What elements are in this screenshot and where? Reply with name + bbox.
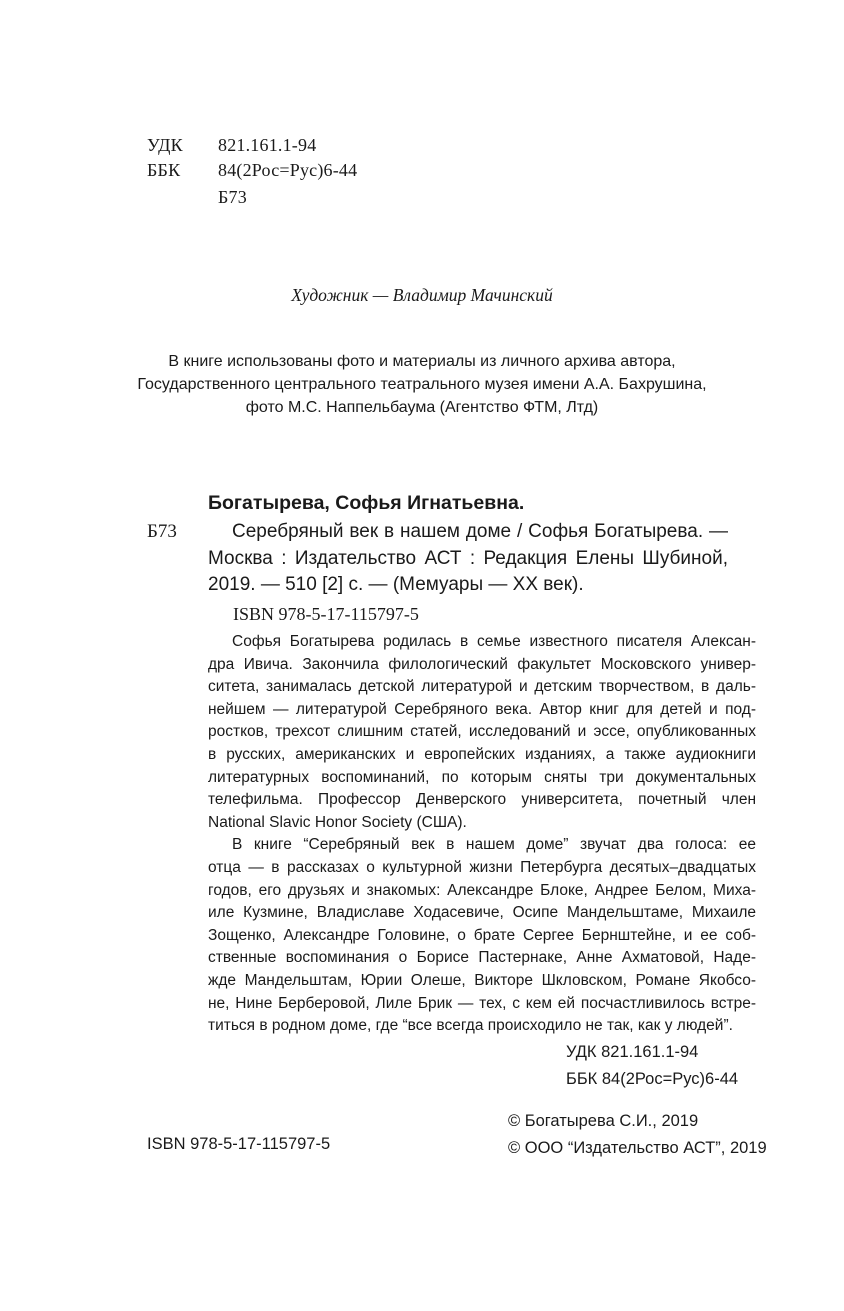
author-mark: Б73 (218, 187, 247, 207)
bottom-udk: УДК 821.161.1-94 (566, 1043, 699, 1061)
bib-line: 2019. — 510 [2] с. — (Мемуары — XX век). (208, 574, 584, 595)
annotation-line: не, Нине Берберовой, Лиле Брик — тех, с кем ей посчастливилось встре- (208, 994, 756, 1012)
annotation-line: нейшем — литературой Серебряного века. Автор книг для детей и под- (208, 700, 756, 718)
author-heading: Богатырева, Софья Игнатьевна. (208, 492, 525, 514)
annotation-line: дра Ивича. Закончила филологический факультет Московского универ- (208, 655, 756, 673)
annotation-line: литературных воспоминаний, по которым сняты три документальных (208, 768, 756, 786)
annotation-line: отца — в рассказах о культурной жизни Петербурга десятых–двадцатых (208, 858, 756, 876)
annotation-line: ственные воспоминания о Борисе Пастернаке, Анне Ахматовой, Наде- (208, 949, 756, 967)
annotation-line: телефильма. Профессор Денверского университета, почетный член (208, 791, 756, 809)
bib-index: Б73 (147, 521, 177, 542)
annotation-line: годов, его друзьях и знакомых: Александре Блоке, Андрее Белом, Миха- (208, 881, 756, 899)
annotation (208, 631, 756, 1038)
udk-line (147, 135, 316, 156)
udk-value: 821.161.1-94 (218, 135, 317, 155)
annotation-line: National Slavic Honor Society (США). (208, 813, 467, 831)
annotation-line: Зощенко, Александре Головине, о брате Сергее Бернштейне, и ее соб- (208, 926, 756, 944)
annotation-line: В книге “Серебряный век в нашем доме” звучат два голоса: ее (232, 836, 756, 854)
bib-description (208, 519, 728, 599)
annotation-line: в русских, американских и европейских изданиях, а также аудиокниги (208, 745, 756, 763)
bottom-codes (566, 1039, 738, 1093)
bib-line: Серебряный век в нашем доме / Софья Богатырева. — (232, 521, 728, 542)
sources-line: фото М.С. Наппельбаума (Агентство ФТМ, Лтд) (245, 399, 599, 416)
annotation-line: жде Мандельштам, Юрии Олеше, Викторе Шкловском, Романе Якобсо- (208, 971, 756, 989)
annotation-line: ситета, занималась детской литературой и детским творчеством, в даль- (208, 678, 756, 696)
isbn-record: ISBN 978-5-17-115797-5 (233, 604, 419, 624)
annotation-line: титься в родном доме, где “все всегда происходило не так, как у людей”. (208, 1017, 733, 1035)
photo-sources (0, 350, 844, 419)
bbk-label: ББК (147, 160, 181, 180)
bottom-bbk: ББК 84(2Рос=Рус)6-44 (566, 1070, 739, 1088)
copyright-line: © ООО “Издательство АСТ”, 2019 (508, 1139, 767, 1157)
isbn-bottom: ISBN 978-5-17-115797-5 (147, 1135, 331, 1153)
copyright-block (508, 1108, 767, 1162)
bib-line: Москва : Издательство АСТ : Редакция Елены Шубиной, (208, 547, 728, 569)
udk-label: УДК (147, 135, 183, 155)
annotation-line: Софья Богатырева родилась в семье известного писателя Алексан- (232, 633, 756, 650)
bbk-line (147, 160, 357, 181)
annotation-line: ростков, трехсот слишним статей, исследований и эссе, опубликованных (208, 723, 756, 741)
copyright-line: © Богатырева С.И., 2019 (508, 1112, 699, 1130)
bbk-value: 84(2Рос=Рус)6-44 (218, 160, 358, 180)
sources-line: В книге использованы фото и материалы из личного архива автора, (168, 353, 676, 370)
sources-line: Государственного центрального театрального музея имени А.А. Бахрушина, (137, 376, 707, 393)
annotation-line: иле Кузмине, Владиславе Ходасевиче, Осипе Мандельштаме, Михаиле (208, 904, 756, 922)
artist-credit: Художник — Владимир Мачинский (291, 285, 553, 305)
